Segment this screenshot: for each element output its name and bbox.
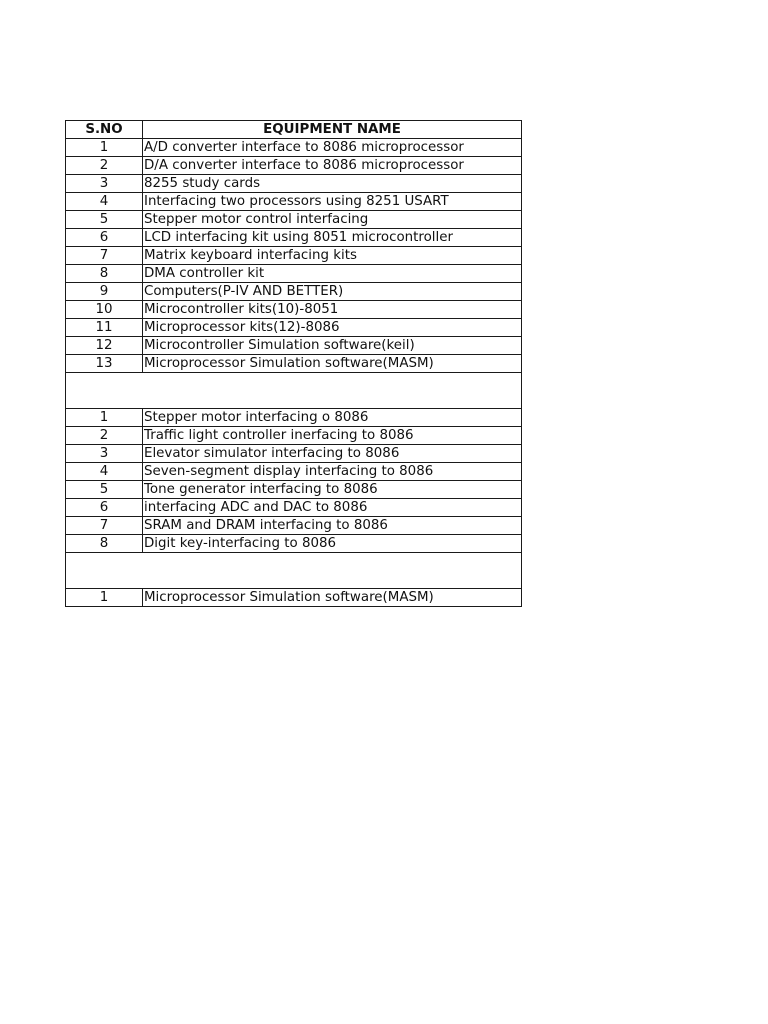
sno-cell: 9 xyxy=(66,283,143,301)
sno-cell: 6 xyxy=(66,229,143,247)
table-row xyxy=(66,265,522,283)
equipment-name-cell: Elevator simulator interfacing to 8086 xyxy=(143,445,522,463)
sno-cell: 3 xyxy=(66,175,143,193)
header-row xyxy=(66,121,522,139)
sno-cell: 4 xyxy=(66,193,143,211)
table-row xyxy=(66,337,522,355)
table-row xyxy=(66,409,522,427)
table-row xyxy=(66,463,522,481)
table-row xyxy=(66,139,522,157)
sno-cell: 2 xyxy=(66,157,143,175)
equipment-name-cell: Microcontroller kits(10)-8051 xyxy=(143,301,522,319)
table-row xyxy=(66,175,522,193)
sno-cell: 1 xyxy=(66,139,143,157)
equipment-name-cell: Interfacing two processors using 8251 USART xyxy=(143,193,522,211)
sno-cell: 12 xyxy=(66,337,143,355)
table-row xyxy=(66,499,522,517)
spacer-cell xyxy=(66,553,522,589)
sno-cell: 7 xyxy=(66,247,143,265)
equipment-name-cell: 8255 study cards xyxy=(143,175,522,193)
section-spacer-row xyxy=(66,373,522,409)
table-row xyxy=(66,211,522,229)
equipment-name-cell: Microprocessor Simulation software(MASM) xyxy=(143,589,522,607)
equipment-table xyxy=(65,120,522,607)
table-row xyxy=(66,157,522,175)
equipment-name-cell: Microprocessor kits(12)-8086 xyxy=(143,319,522,337)
sno-cell: 2 xyxy=(66,427,143,445)
table-row xyxy=(66,301,522,319)
sno-cell: 13 xyxy=(66,355,143,373)
equipment-name-cell: Microcontroller Simulation software(keil) xyxy=(143,337,522,355)
equipment-name-cell: LCD interfacing kit using 8051 microcontroller xyxy=(143,229,522,247)
sno-cell: 4 xyxy=(66,463,143,481)
table-row xyxy=(66,481,522,499)
equipment-name-cell: D/A converter interface to 8086 microprocessor xyxy=(143,157,522,175)
equipment-name-cell: Computers(P-IV AND BETTER) xyxy=(143,283,522,301)
equipment-name-cell: DMA controller kit xyxy=(143,265,522,283)
equipment-name-cell: Digit key-interfacing to 8086 xyxy=(143,535,522,553)
sno-cell: 3 xyxy=(66,445,143,463)
sno-cell: 5 xyxy=(66,481,143,499)
sno-header: S.NO xyxy=(66,121,143,139)
equipment-name-header: EQUIPMENT NAME xyxy=(143,121,522,139)
equipment-name-cell: Traffic light controller inerfacing to 8086 xyxy=(143,427,522,445)
table-row xyxy=(66,589,522,607)
equipment-name-cell: Matrix keyboard interfacing kits xyxy=(143,247,522,265)
section-spacer-row xyxy=(66,553,522,589)
equipment-name-cell: Seven-segment display interfacing to 8086 xyxy=(143,463,522,481)
table-row xyxy=(66,319,522,337)
sno-cell: 1 xyxy=(66,409,143,427)
sno-cell: 5 xyxy=(66,211,143,229)
equipment-name-cell: Stepper motor interfacing o 8086 xyxy=(143,409,522,427)
sno-cell: 10 xyxy=(66,301,143,319)
equipment-name-cell: Microprocessor Simulation software(MASM) xyxy=(143,355,522,373)
table-row xyxy=(66,247,522,265)
table-row xyxy=(66,427,522,445)
sno-cell: 8 xyxy=(66,535,143,553)
table-row xyxy=(66,229,522,247)
sno-cell: 1 xyxy=(66,589,143,607)
table-row xyxy=(66,283,522,301)
sno-cell: 6 xyxy=(66,499,143,517)
equipment-name-cell: Stepper motor control interfacing xyxy=(143,211,522,229)
equipment-name-cell: interfacing ADC and DAC to 8086 xyxy=(143,499,522,517)
table-body xyxy=(66,139,522,607)
sno-cell: 11 xyxy=(66,319,143,337)
table-row xyxy=(66,193,522,211)
table-row xyxy=(66,355,522,373)
sno-cell: 8 xyxy=(66,265,143,283)
table-row xyxy=(66,517,522,535)
equipment-name-cell: SRAM and DRAM interfacing to 8086 xyxy=(143,517,522,535)
sno-cell: 7 xyxy=(66,517,143,535)
table-row xyxy=(66,535,522,553)
spacer-cell xyxy=(66,373,522,409)
table-row xyxy=(66,445,522,463)
equipment-name-cell: A/D converter interface to 8086 microprocessor xyxy=(143,139,522,157)
equipment-name-cell: Tone generator interfacing to 8086 xyxy=(143,481,522,499)
